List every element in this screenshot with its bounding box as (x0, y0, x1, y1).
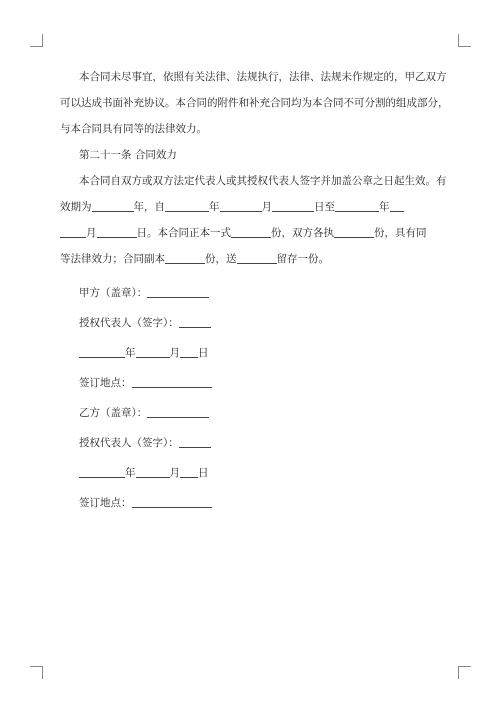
blank-field (390, 199, 404, 212)
day-label: 日 (198, 347, 209, 359)
paragraph-line (60, 194, 442, 220)
party-b-place-field (132, 495, 212, 508)
month-label: 月 (169, 467, 180, 479)
text-fragment: 份，具有同 (374, 227, 427, 239)
text-fragment: 日至 (314, 201, 335, 213)
blank-field (165, 251, 205, 264)
party-b-place-line (60, 490, 442, 516)
document-body (60, 64, 449, 516)
party-a-place-label: 签订地点： (79, 377, 132, 389)
month-label: 月 (169, 347, 180, 359)
party-a-rep-field (179, 315, 211, 328)
text-fragment: 年 (209, 201, 220, 213)
text-fragment: 日。本合同正本一式 (136, 227, 231, 239)
blank-field (165, 199, 209, 212)
party-b-seal-line (60, 400, 442, 426)
blank-field (272, 199, 314, 212)
corner-mark-bottom-right (458, 666, 471, 679)
party-a-seal-line (60, 280, 442, 306)
blank-field (231, 225, 271, 238)
year-label: 年 (125, 347, 136, 359)
party-b-label: 乙方（盖章）： (79, 407, 148, 419)
text-fragment: 留存一份。 (276, 253, 329, 265)
day-field (180, 345, 198, 358)
text-fragment: 年，自 (133, 201, 165, 213)
article-title: 第二十一条 合同效力 (79, 149, 177, 161)
paragraph-line (60, 220, 442, 246)
party-a-seal-field (147, 285, 209, 298)
text-fragment: 月 (261, 201, 272, 213)
party-b-seal-field (147, 405, 209, 418)
text-fragment: 等法律效力；合同副本 (60, 253, 165, 265)
text-fragment: 年 (379, 201, 390, 213)
paragraph-line: 本合同未尽事宜，依照有关法律、法规执行，法律、法规未作规定的，甲乙双方 (79, 71, 447, 83)
party-a-label: 甲方（盖章）： (79, 287, 148, 299)
paragraph-line (60, 246, 442, 272)
text-fragment: 月 (86, 227, 97, 239)
text-fragment: 份，送 (205, 253, 237, 265)
party-a-rep-line (60, 310, 442, 336)
corner-mark-bottom-left (30, 666, 43, 679)
blank-field (335, 199, 379, 212)
blank-field (97, 225, 137, 238)
party-b-place-label: 签订地点： (79, 497, 132, 509)
blank-field (237, 251, 277, 264)
party-a-place-field (132, 375, 212, 388)
day-label: 日 (198, 467, 209, 479)
party-b-rep-field (179, 435, 211, 448)
corner-mark-top-right (458, 34, 471, 47)
paragraph-line: 与本合同具有同等的法律效力。 (60, 123, 207, 135)
text-fragment: 份，双方各执 (271, 227, 334, 239)
party-b-rep-label: 授权代表人（签字）： (79, 437, 179, 449)
blank-field (60, 225, 86, 238)
paragraph-line: 本合同自双方或双方法定代表人或其授权代表人签字并加盖公章之日起生效。有 (79, 175, 447, 187)
party-a-rep-label: 授权代表人（签字）： (79, 317, 179, 329)
paragraph-line: 可以达成书面补充协议。本合同的附件和补充合同均为本合同不可分割的组成部分， (60, 97, 449, 109)
party-b-date-line (60, 460, 442, 486)
month-field (136, 345, 170, 358)
month-field (136, 465, 170, 478)
year-field (79, 345, 125, 358)
day-field (180, 465, 198, 478)
corner-mark-top-left (30, 34, 43, 47)
year-field (79, 465, 125, 478)
party-a-place-line (60, 370, 442, 396)
blank-field (334, 225, 374, 238)
blank-field (92, 199, 134, 212)
blank-field (220, 199, 262, 212)
party-b-rep-line (60, 430, 442, 456)
party-a-date-line (60, 340, 442, 366)
text-fragment: 效期为 (60, 201, 92, 213)
year-label: 年 (125, 467, 136, 479)
